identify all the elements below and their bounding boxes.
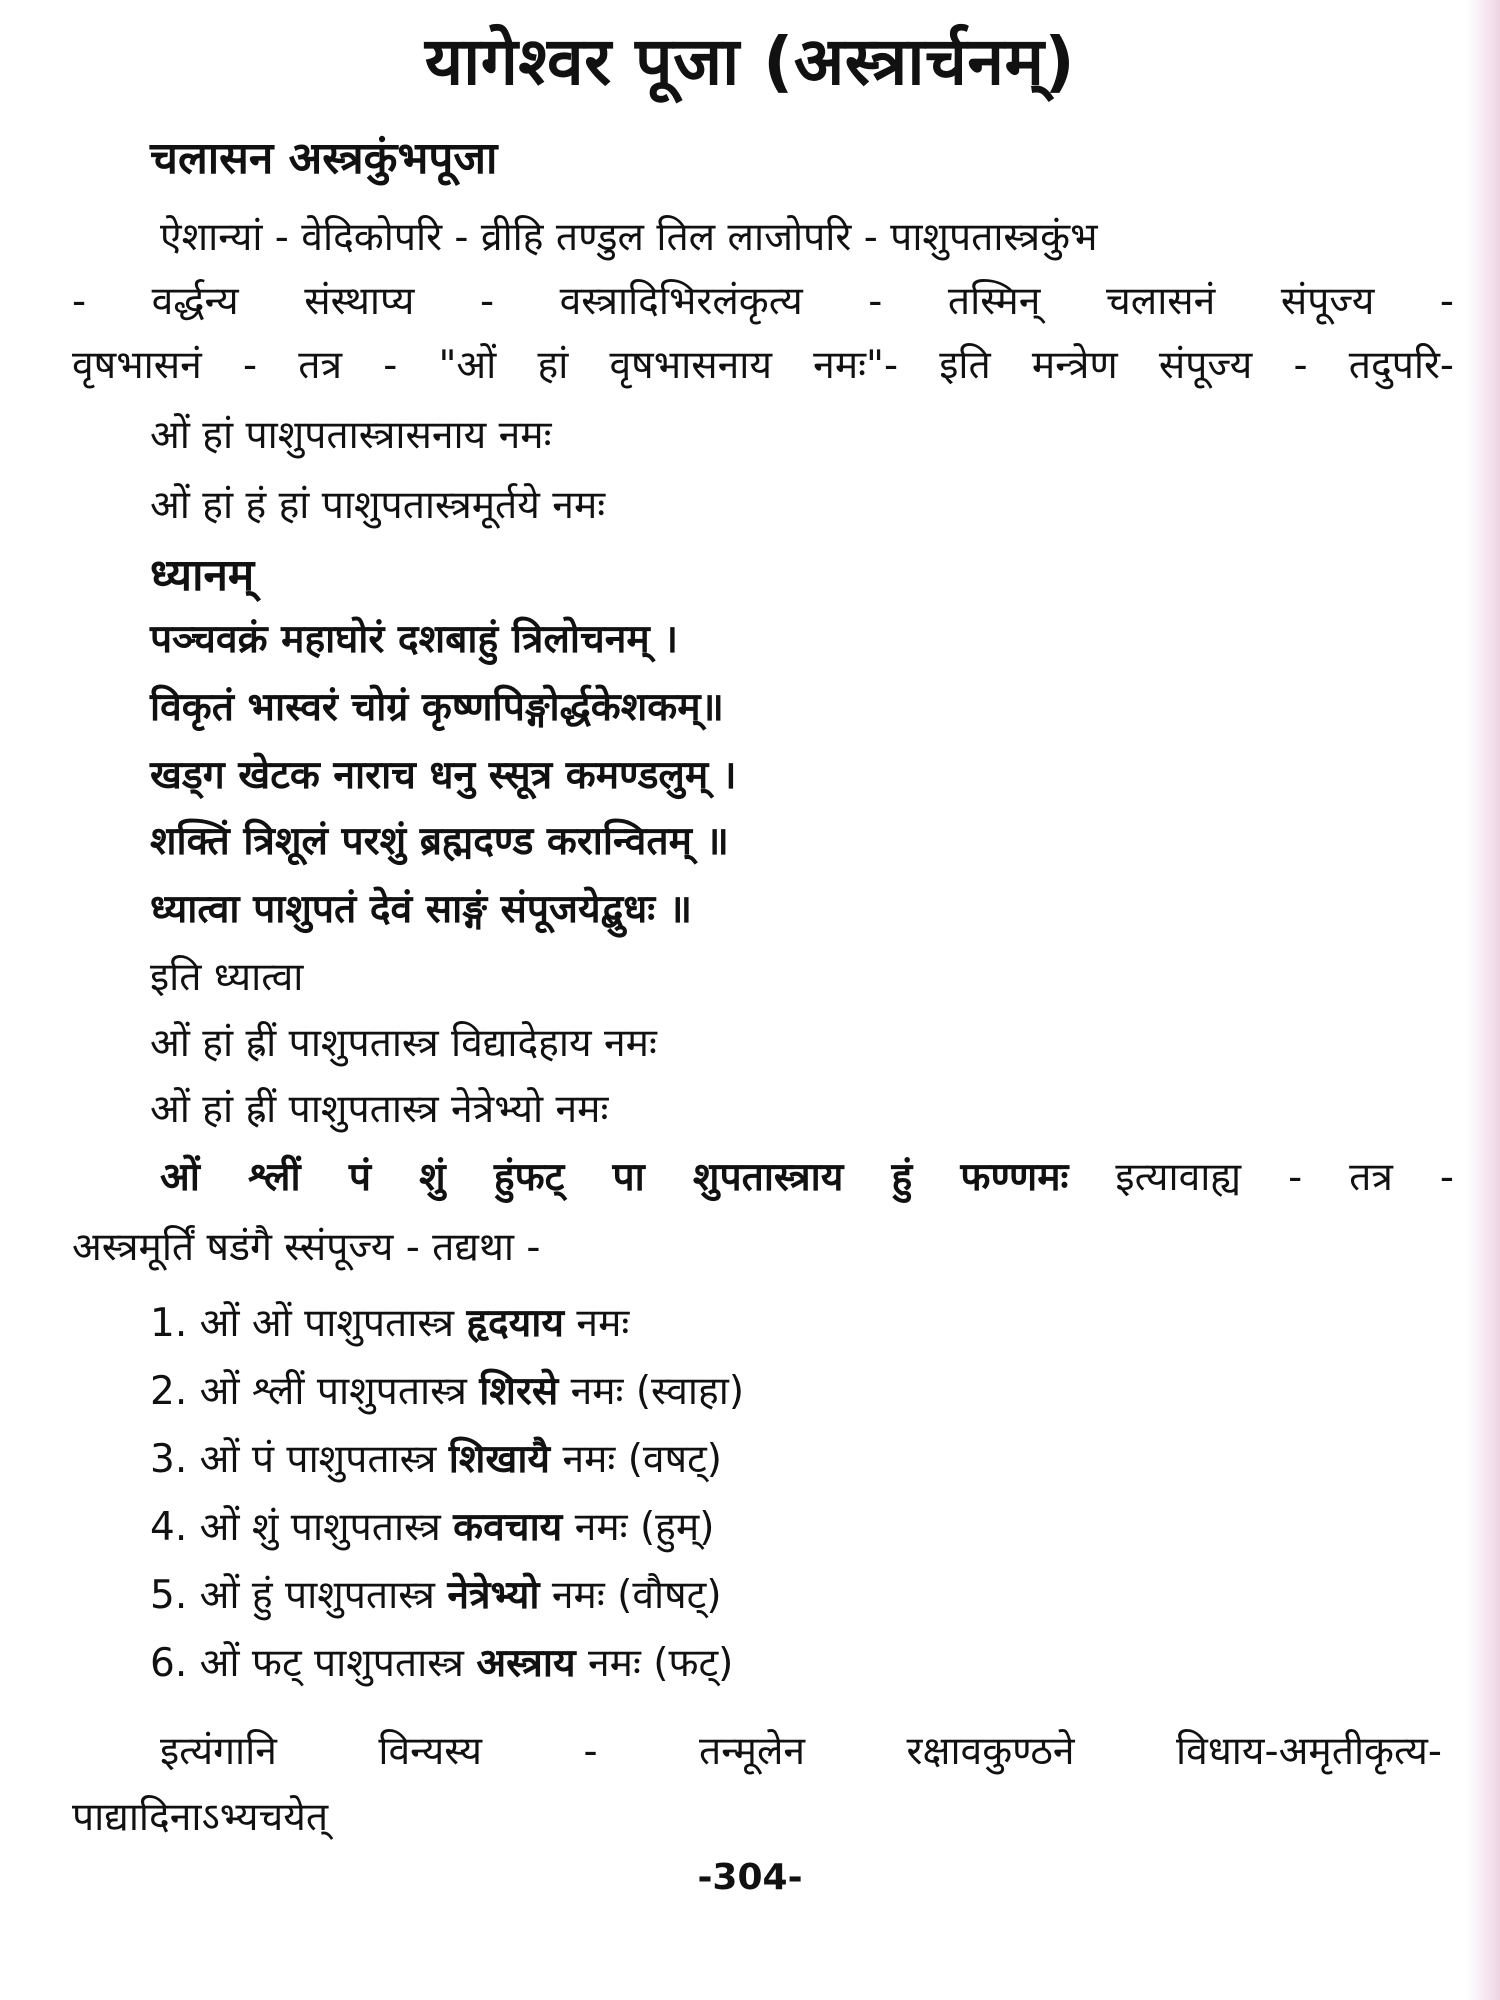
section-heading-chalasana: चलासन अस्त्रकुंभपूजा xyxy=(150,133,498,184)
page-edge-shadow xyxy=(1466,0,1500,2000)
avahana-text: इत्यावाह्य - तत्र - xyxy=(1115,1155,1454,1200)
mantra-murti: ओं हां हं हां पाशुपतास्त्रमूर्तये नमः xyxy=(150,483,606,528)
list-item-suffix: नमः (वषट्) xyxy=(562,1437,723,1482)
list-item xyxy=(150,1638,733,1690)
list-item-suffix: नमः (हुम्) xyxy=(574,1505,715,1550)
paragraph-line-1: ऐशान्यां - वेदिकोपरि - व्रीहि तण्डुल तिल लाजोपरि - पाशुपतास्त्रकुंभ xyxy=(160,215,1098,260)
list-item-bold: अस्त्राय xyxy=(476,1641,576,1686)
list-item-bold: कवचाय xyxy=(453,1505,563,1550)
iti-dhyatva: इति ध्यात्वा xyxy=(150,955,304,1000)
list-item-suffix: नमः (वौषट्) xyxy=(551,1573,722,1618)
list-item-text: ओं ओं पाशुपतास्त्र xyxy=(199,1301,455,1346)
list-item-bold: हृदयाय xyxy=(466,1301,565,1346)
list-item-number: 5. xyxy=(150,1573,188,1618)
mantra-asana: ओं हां पाशुपतास्त्रासनाय नमः xyxy=(150,413,552,458)
paragraph-line-2: - वर्द्धन्य संस्थाप्य - वस्त्रादिभिरलंकृत्य - तस्मिन् चलासनं संपूज्य - xyxy=(72,279,1454,324)
list-item-number: 1. xyxy=(150,1301,188,1346)
list-item-text: ओं पं पाशुपतास्त्र xyxy=(199,1437,437,1482)
list-item-suffix: नमः (स्वाहा) xyxy=(570,1369,745,1414)
dhyana-verse-1: पञ्चवक्रं महाघोरं दशबाहुं त्रिलोचनम् । xyxy=(150,617,679,662)
closing-line-1: इत्यंगानि विन्यस्य - तन्मूलेन रक्षावकुण्ठने विधाय-अमृतीकृत्य- xyxy=(160,1729,1442,1774)
list-item xyxy=(150,1570,722,1622)
list-item-bold: शिखायै xyxy=(448,1437,551,1482)
dhyana-verse-5: ध्यात्वा पाशुपतं देवं साङ्गं संपूजयेद्बुधः ॥ xyxy=(150,887,693,932)
list-item-bold: नेत्रेभ्यो xyxy=(447,1573,540,1618)
list-item-text: ओं हुं पाशुपतास्त्र xyxy=(199,1573,435,1618)
list-item-number: 6. xyxy=(150,1641,188,1686)
list-item xyxy=(150,1366,744,1418)
dhyana-verse-2: विकृतं भास्वरं चोग्रं कृष्णपिङ्गोर्द्धकेशकम्॥ xyxy=(150,685,724,730)
mantra-netra: ओं हां ह्रीं पाशुपतास्त्र नेत्रेभ्यो नमः xyxy=(150,1087,609,1132)
list-item-number: 2. xyxy=(150,1369,188,1414)
closing-line-2: पाद्यादिनाऽभ्यचयेत् xyxy=(72,1795,329,1840)
dhyana-verse-3: खड्ग खेटक नाराच धनु स्सूत्र कमण्डलुम् । xyxy=(150,753,737,798)
list-item xyxy=(150,1502,714,1554)
list-item-text: ओं श्लीं पाशुपतास्त्र xyxy=(199,1369,467,1414)
section-heading-dhyanam: ध्यानम् xyxy=(150,550,255,601)
avahana-line-1 xyxy=(160,1152,1454,1204)
list-item-bold: शिरसे xyxy=(479,1369,559,1414)
list-item-suffix: नमः xyxy=(576,1301,630,1346)
list-item-text: ओं शुं पाशुपतास्त्र xyxy=(199,1505,441,1550)
list-item-text: ओं फट् पाशुपतास्त्र xyxy=(199,1641,464,1686)
page-number: -304- xyxy=(697,1857,803,1898)
dhyana-verse-4: शक्तिं त्रिशूलं परशुं ब्रह्मदण्ड करान्वितम् ॥ xyxy=(150,819,729,864)
avahana-mantra: ओं श्लीं पं शुं हुंफट् पा शुपतास्त्राय हुं फण्णमः xyxy=(160,1155,1069,1200)
mantra-vidyadeha: ओं हां ह्रीं पाशुपतास्त्र विद्यादेहाय नमः xyxy=(150,1021,657,1066)
list-item-number: 4. xyxy=(150,1505,188,1550)
list-item xyxy=(150,1298,629,1350)
paragraph-line-3: वृषभासनं - तत्र - "ओं हां वृषभासनाय नमः"- इति मन्त्रेण संपूज्य - तदुपरि- xyxy=(72,343,1454,388)
list-item xyxy=(150,1434,722,1486)
list-item-number: 3. xyxy=(150,1437,188,1482)
list-item-suffix: नमः (फट्) xyxy=(588,1641,734,1686)
avahana-line-2: अस्त्रमूर्तिं षडंगै स्संपूज्य - तद्यथा - xyxy=(72,1225,541,1270)
page-title: यागेश्वर पूजा (अस्त्रार्चनम्) xyxy=(424,23,1076,100)
